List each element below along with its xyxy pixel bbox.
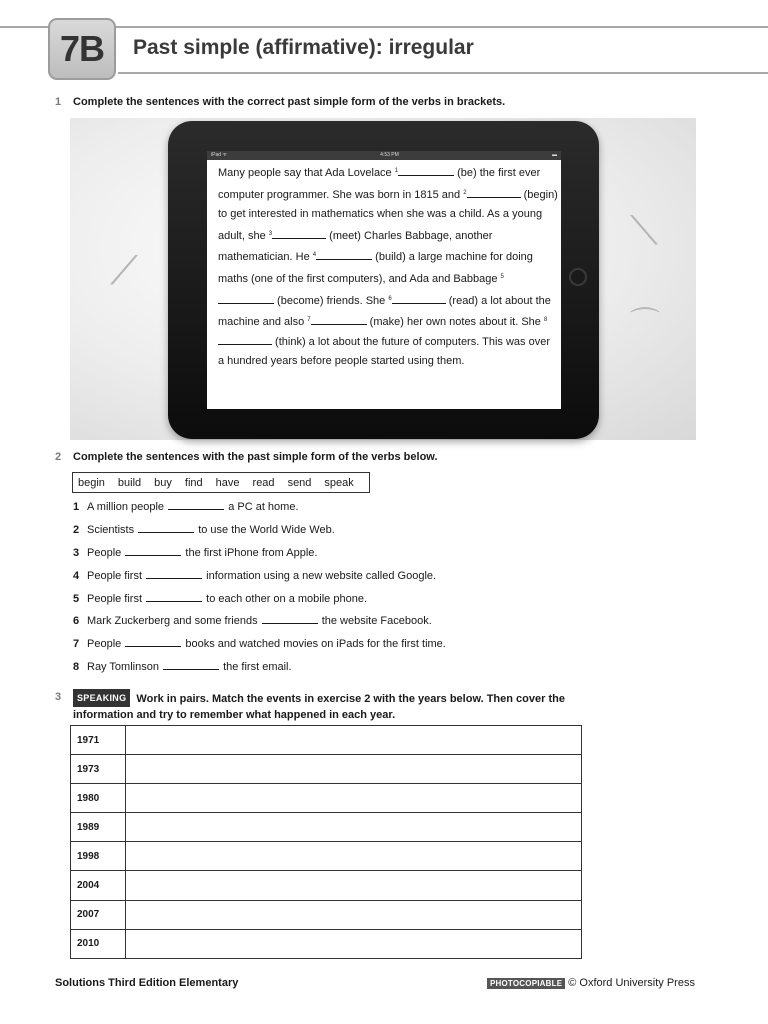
answer-gap-6[interactable] [392,294,446,304]
word-read: read [252,476,275,489]
sentence-item: 5 People first to each other on a mobile phone. [73,593,367,605]
sentence-item: 4 People first information using a new website called Google. [73,570,437,582]
year-cell: 1980 [71,784,126,813]
tablet-home-button-icon [569,268,587,286]
sentence-gap-5[interactable] [146,593,202,602]
battery-icon: ▬ [552,152,557,158]
year-cell: 1971 [71,726,126,755]
photocopiable-badge: PHOTOCOPIABLE [487,978,565,989]
tablet-status-bar [207,151,561,160]
event-answer-cell[interactable] [126,900,582,929]
word-build: build [117,476,142,489]
event-answer-cell[interactable] [126,784,582,813]
table-row [71,755,582,784]
event-answer-cell[interactable] [126,755,582,784]
table-row [71,726,582,755]
word-speak: speak [324,476,354,489]
footer-copyright [487,977,695,989]
speaking-label: SPEAKING [73,689,130,707]
sentence-item: 6 Mark Zuckerberg and some friends the website Facebook. [73,615,432,627]
status-time: 4:53 PM [380,152,399,158]
year-cell: 1973 [71,755,126,784]
table-row [71,871,582,900]
exercise-3-number: 3 [55,691,62,703]
word-begin: begin [78,476,105,489]
answer-gap-1[interactable] [398,166,454,176]
exercise-1-number: 1 [55,96,62,108]
years-table [70,725,582,959]
year-cell: 2004 [71,871,126,900]
page-title: Past simple (affirmative): irregular [133,36,474,59]
verb-word-box [72,472,370,493]
answer-gap-7[interactable] [311,315,367,325]
table-row [71,813,582,842]
exercise-3-instruction: SPEAKING Work in pairs. Match the events in exercise 2 with the years below. Then cover the information and try to remember what happened in each year. [73,689,593,723]
year-cell: 1989 [71,813,126,842]
sentence-gap-3[interactable] [125,547,181,556]
lovelace-passage: Many people say that Ada Lovelace $^1$ (be) the first ever computer programmer. She was born in 1815 and $^2$ (begin) to get interested in mathematics when she was a child. As a young adult, she $^3$ (meet) Charles Babbage, another mathematician. He $^4$ (build) a large machine for doing maths (one of the first computers), and Ada and Babbage $^5$ (become) friends. She $^6$ (read) a lot about the machine and also $^7$ (make) her own notes about it. She $^8$ (think) a lot about the future of computers. This was over a hundred years before people started using them. [218,167,558,368]
answer-gap-5[interactable] [218,294,274,304]
sentence-item: 2 Scientists to use the World Wide Web. [73,524,335,536]
answer-gap-4[interactable] [316,250,372,260]
sentence-gap-8[interactable] [163,661,219,670]
event-answer-cell[interactable] [126,813,582,842]
header-bottom-rule [118,72,768,74]
sentence-gap-4[interactable] [146,570,202,579]
word-send: send [287,476,312,489]
event-answer-cell[interactable] [126,871,582,900]
clock-numeral-decoration: ⟋ [110,248,138,294]
exercise-2-number: 2 [55,451,62,463]
sentence-gap-1[interactable] [168,501,224,510]
clock-numeral-decoration: ⟍ [630,208,658,254]
sentence-item: 8 Ray Tomlinson the first email. [73,661,292,673]
unit-badge: 7B [48,18,116,80]
sentence-item: 1 A million people a PC at home. [73,501,299,513]
event-answer-cell[interactable] [126,726,582,755]
word-buy: buy [154,476,172,489]
sentence-item: 3 People the first iPhone from Apple. [73,547,318,559]
footer-book-title: Solutions Third Edition Elementary [55,977,239,989]
table-row [71,900,582,929]
sentence-item: 7 People books and watched movies on iPads for the first time. [73,638,446,650]
answer-gap-2[interactable] [467,188,521,198]
event-answer-cell[interactable] [126,929,582,958]
year-cell: 2007 [71,900,126,929]
year-cell: 1998 [71,842,126,871]
answer-gap-8[interactable] [218,335,272,345]
table-row [71,784,582,813]
sentence-gap-7[interactable] [125,638,181,647]
table-row [71,929,582,958]
exercise-2-instruction: Complete the sentences with the past simple form of the verbs below. [73,451,438,463]
sentence-gap-2[interactable] [138,524,194,533]
status-carrier: iPad ᯤ [211,152,227,158]
publisher-name: © Oxford University Press [568,977,695,989]
answer-gap-3[interactable] [272,229,326,239]
tablet-screen [207,151,561,409]
event-answer-cell[interactable] [126,842,582,871]
sentence-gap-6[interactable] [262,615,318,624]
table-row [71,842,582,871]
exercise-1-instruction: Complete the sentences with the correct past simple form of the verbs in brackets. [73,96,506,108]
year-cell: 2010 [71,929,126,958]
word-find: find [184,476,203,489]
clock-numeral-decoration: ⌒ [630,306,660,341]
word-have: have [215,476,240,489]
